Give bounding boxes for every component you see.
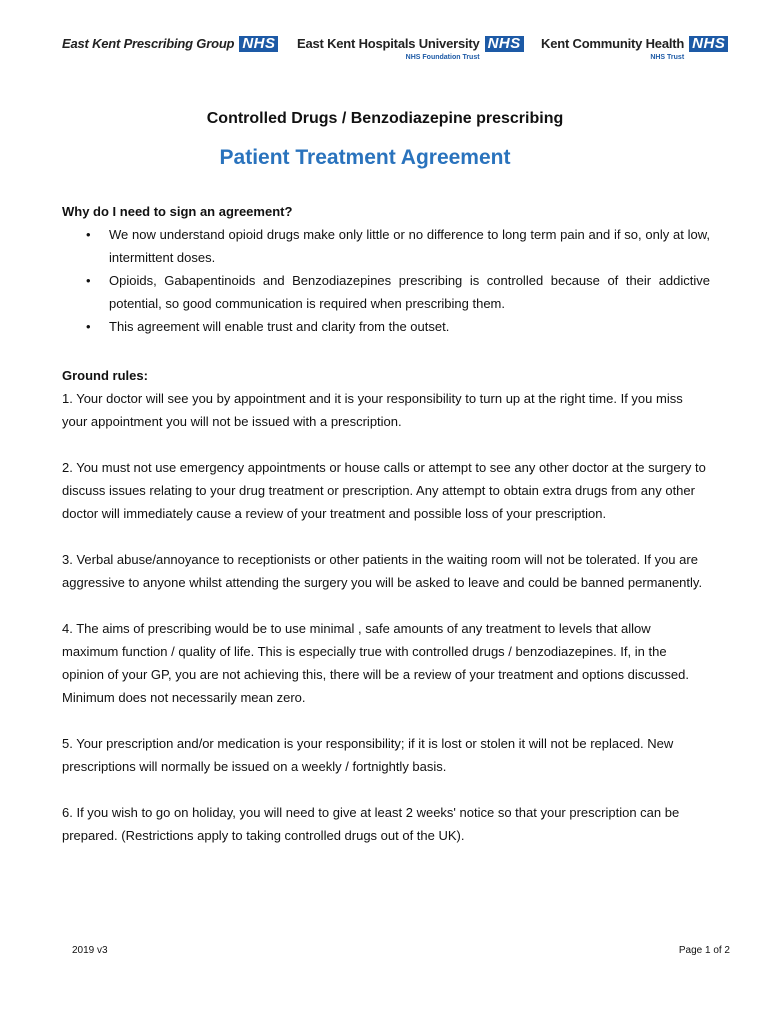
logo-east-kent-prescribing-group: [62, 34, 278, 54]
ground-rule: 5. Your prescription and/or medication is your responsibility; if it is lost or stolen it will not be replaced. New prescriptions will normally be issued on a weekly / fortnightly basis.: [62, 736, 674, 774]
document-title: Patient Treatment Agreement: [219, 146, 511, 169]
ground-rule: 4. The aims of prescribing would be to use minimal , safe amounts of any treatment to levels that allow maximum function / quality of life. This is especially true with controlled drugs / benzodiazepines. If, in the opinion of your GP, you are not achieving this, there will be a review of your treatment and options discussed. Minimum does not necessarily mean zero.: [62, 621, 690, 705]
logo-org-name: Kent Community Health: [541, 36, 685, 51]
ground-rule: 3. Verbal abuse/annoyance to receptionists or other patients in the waiting room will not be tolerated. If you are aggressive to anyone whilst attending the surgery you will be asked to leave and could be banned permanently.: [62, 552, 703, 590]
logo-kent-community-health: [541, 34, 728, 62]
ground-rule: 1. Your doctor will see you by appointment and it is your responsibility to turn up at the right time. If you miss your appointment you will not be issued with a prescription.: [62, 391, 683, 429]
logo-org-subtitle: NHS Trust: [650, 54, 685, 61]
footer-version: 2019 v3: [72, 945, 108, 956]
why-bullet: • We now understand opioid drugs make only little or no difference to long term pain and if so, only at low, intermittent doses.: [62, 223, 710, 269]
header-logos: [0, 34, 770, 70]
why-bullet: • Opioids, Gabapentinoids and Benzodiazepines prescribing is controlled because of their addictive potential, so good communication is required when prescribing them.: [62, 269, 710, 315]
logo-org-name: East Kent Prescribing Group: [62, 36, 235, 51]
ground-rules-heading: Ground rules:: [62, 368, 148, 383]
nhs-badge: NHS: [485, 36, 524, 52]
nhs-badge: NHS: [239, 36, 278, 52]
why-question: Why do I need to sign an agreement?: [62, 204, 293, 219]
logo-org-name: East Kent Hospitals University: [297, 36, 480, 51]
ground-rule: 6. If you wish to go on holiday, you will need to give at least 2 weeks' notice so that your prescription can be prepared. (Restrictions apply to taking controlled drugs out of the UK).: [62, 805, 680, 843]
ground-rules-section: [62, 364, 710, 870]
why-section: [62, 200, 710, 338]
nhs-badge: NHS: [689, 36, 728, 52]
footer-page-number: Page 1 of 2: [678, 945, 730, 956]
logo-east-kent-hospitals: [297, 34, 524, 62]
why-bullet: • This agreement will enable trust and clarity from the outset.: [62, 315, 710, 338]
why-bullet-list: [62, 223, 710, 338]
document-heading: Controlled Drugs / Benzodiazepine prescribing: [206, 110, 564, 127]
logo-org-subtitle: NHS Foundation Trust: [405, 54, 480, 61]
ground-rule: 2. You must not use emergency appointments or house calls or attempt to see any other doctor at the surgery to discuss issues relating to your drug treatment or prescription. Any attempt to obtain extra drugs from any other doctor will immediately cause a review of your treatment and possible loss of your prescription.: [62, 460, 706, 521]
